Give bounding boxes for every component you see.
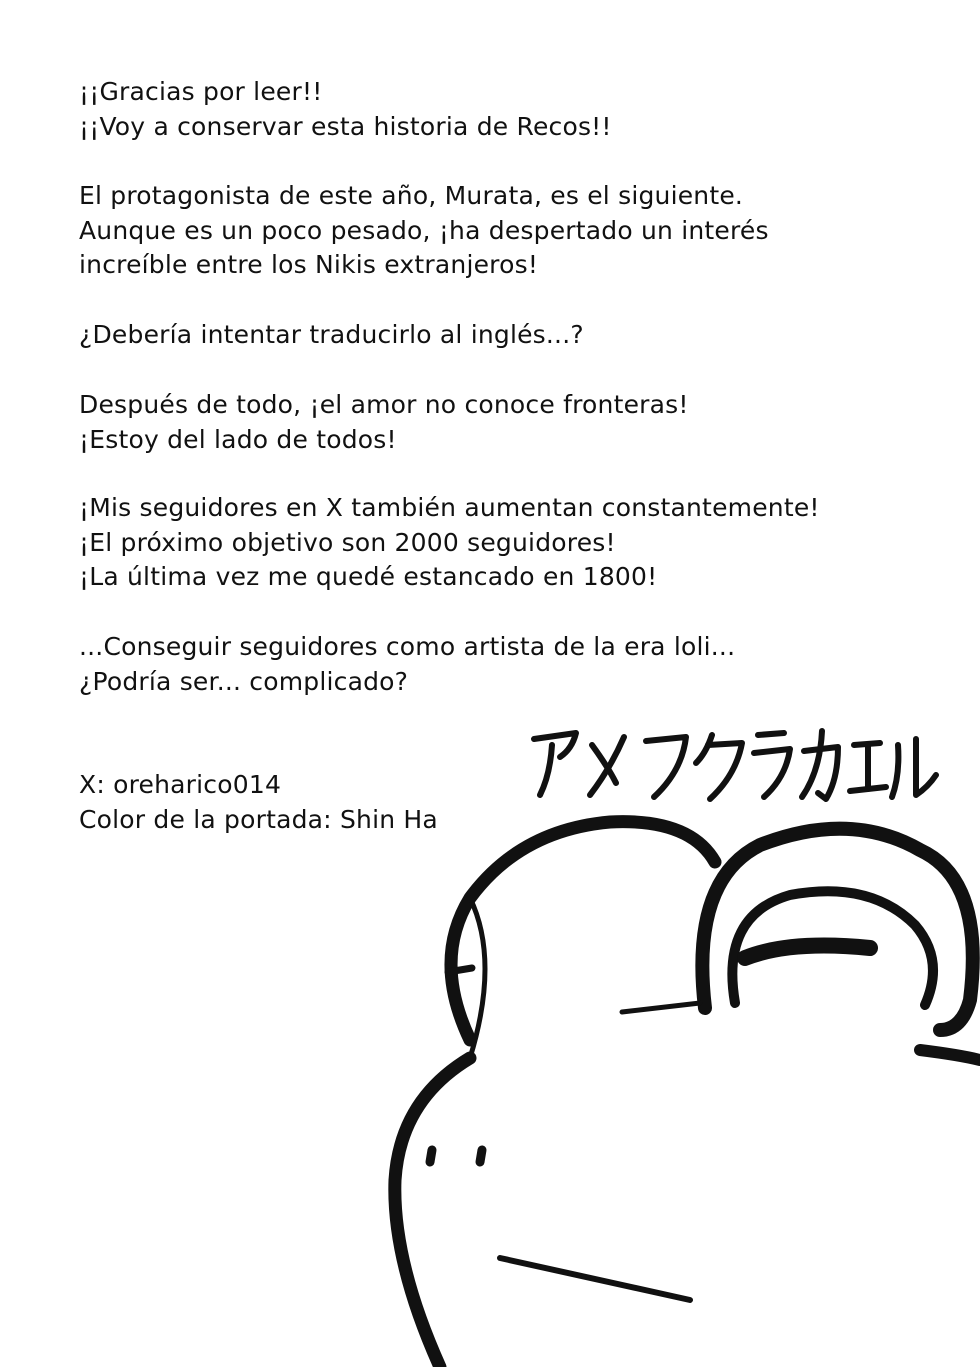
text-line: ¿Podría ser... complicado? — [79, 666, 409, 696]
frog-right-eye-inner — [732, 891, 933, 1005]
text-line: ¿Debería intentar traducirlo al inglés...? — [79, 320, 584, 349]
paragraph-thanks — [79, 75, 612, 144]
text-line: Aunque es un poco pesado, ¡ha despertado un interés — [79, 215, 769, 245]
x-handle: X: oreharico014 — [79, 770, 282, 799]
frog-head-contour — [395, 1058, 470, 1367]
text-line: ¡¡Voy a conservar esta historia de Recos!! — [79, 111, 612, 141]
frog-mouth — [500, 1258, 690, 1300]
paragraph-protagonist — [79, 179, 769, 283]
frog-left-eye-lid — [448, 968, 472, 972]
frog-left-eye-bulge — [451, 822, 715, 1040]
text-line: ¡Mis seguidores en X también aumentan constantemente! — [79, 493, 820, 522]
text-line: ¡La última vez me quedé estancado en 1800! — [79, 562, 658, 591]
text-line: ...Conseguir seguidores como artista de la era loli... — [79, 632, 736, 661]
frog-nostril-left — [430, 1150, 432, 1162]
frog-right-eye-bulge — [702, 829, 972, 1030]
frog-nostril-right — [480, 1150, 482, 1162]
frog-left-eye-inner — [470, 898, 485, 1058]
paragraph-translate — [79, 318, 584, 353]
frog-right-contour — [920, 1050, 980, 1060]
paragraph-loli-era — [79, 630, 735, 699]
handwritten-signature — [520, 715, 940, 815]
text-line: ¡Estoy del lado de todos! — [79, 424, 397, 454]
frog-brow-line — [622, 1003, 700, 1012]
paragraph-followers — [79, 491, 820, 595]
frog-right-eye-pupil — [745, 946, 870, 958]
text-line: increíble entre los Nikis extranjeros! — [79, 250, 539, 279]
text-line: ¡El próximo objetivo son 2000 seguidores! — [79, 527, 616, 557]
text-line: Después de todo, ¡el amor no conoce fronteras! — [79, 390, 689, 419]
text-line: ¡¡Gracias por leer!! — [79, 77, 323, 106]
cover-color-credit: Color de la portada: Shin Ha — [79, 804, 438, 834]
paragraph-love — [79, 388, 689, 457]
credits-block — [79, 768, 438, 837]
text-line: El protagonista de este año, Murata, es el siguiente. — [79, 181, 744, 210]
